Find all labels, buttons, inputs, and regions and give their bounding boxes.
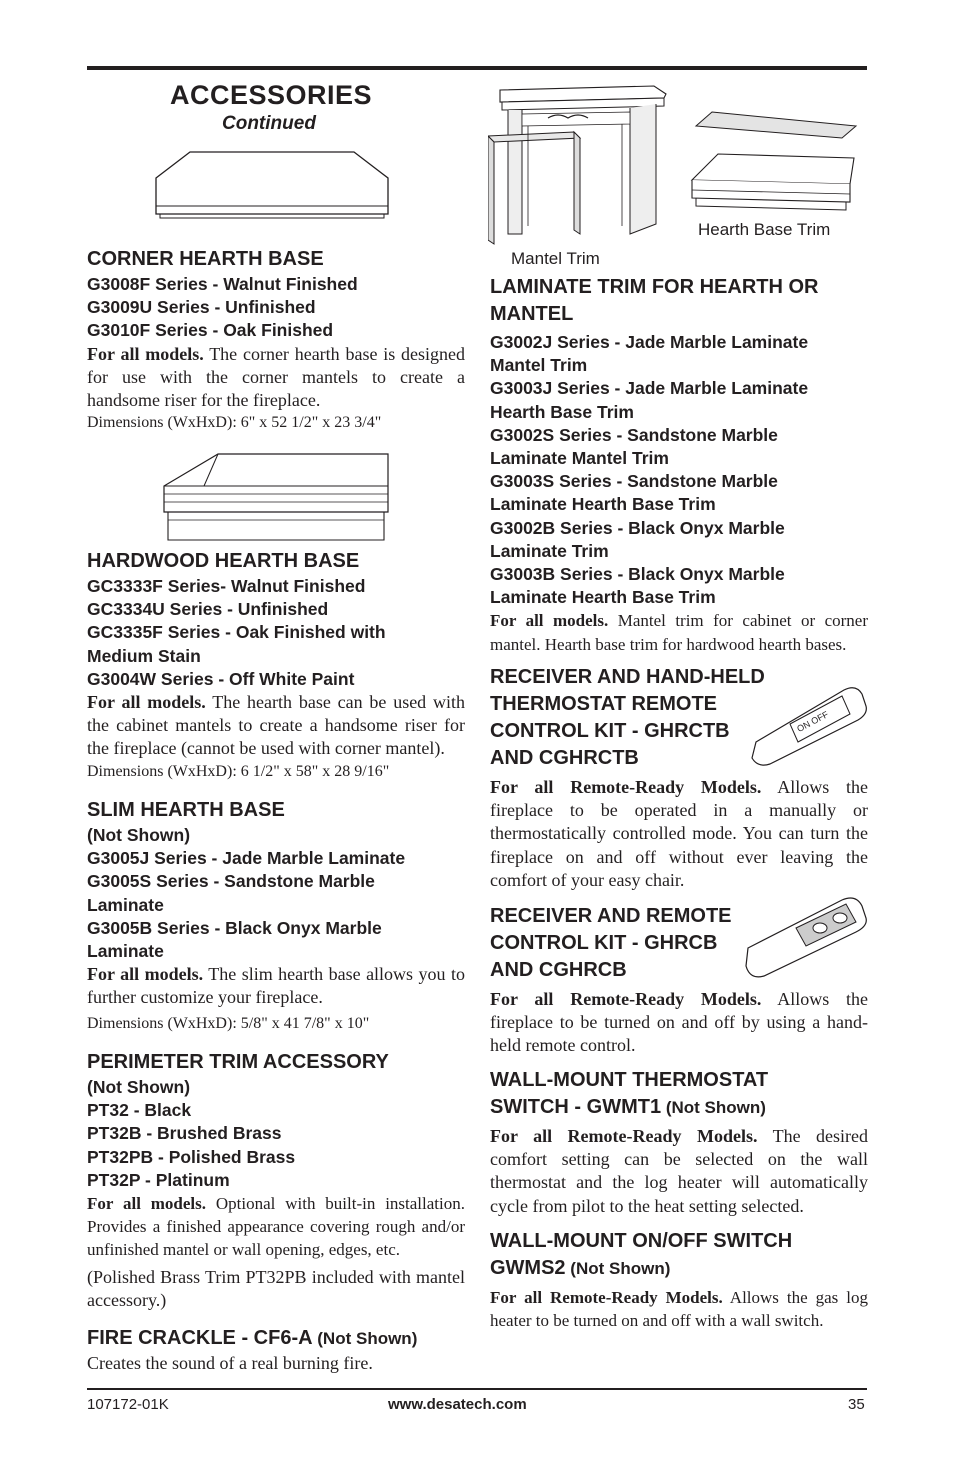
model-line: PT32PB - Polished Brass [87, 1146, 296, 1167]
model-line: G3002J Series - Jade Marble Laminate [490, 332, 809, 352]
remote-control-heading-line: CONTROL KIT - GHRCB [490, 932, 718, 954]
bottom-rule [87, 1388, 867, 1390]
remote-control-heading-line: RECEIVER AND REMOTE [490, 905, 732, 927]
model-line: Mantel Trim [490, 355, 588, 376]
corner-dimensions: Dimensions (WxHxD): 6" x 52 1/2" x 23 3/4" [87, 414, 382, 432]
wall-thermostat-description: For all Remote-Ready Models. The desired comfort setting can be selected on the wall thermostat and the log heater will automatically cycle from pilot to the heat setting selected. [490, 1126, 869, 1216]
hearth-base-trim-caption: Hearth Base Trim [698, 220, 831, 239]
svg-text:ON OFF: ON OFF [795, 709, 831, 734]
remote-control-description: For all Remote-Ready Models. Allows the fireplace to be turned on and off by using a hand-held remote control. [490, 989, 868, 1056]
laminate-trim-section [490, 274, 868, 656]
fire-crackle-section [87, 1325, 465, 1375]
wall-switch-heading: GWMS2 (Not Shown) [490, 1257, 671, 1279]
model-line: PT32B - Brushed Brass [87, 1123, 282, 1144]
footer-url: www.desatech.com [388, 1396, 527, 1413]
hardwood-hearth-base-section [87, 548, 465, 783]
wall-switch-section [490, 1228, 868, 1332]
remote-control-heading-line: AND CGHRCB [490, 959, 627, 981]
model-line: (Not Shown) [87, 1077, 191, 1097]
slim-hearth-base-heading: SLIM HEARTH BASE [87, 799, 285, 821]
page-subtitle: Continued [222, 113, 316, 134]
hearth-base-trim-illustration [688, 110, 863, 215]
laminate-description: For all models. Mantel trim for cabinet or corner mantel. Hearth base trim for hardwood hearth bases. [490, 611, 868, 654]
corner-description: For all models. The corner hearth base is designed for use with the corner mantels to create a handsome riser for the fireplace. [87, 343, 465, 411]
model-line: Laminate Trim [490, 540, 609, 561]
model-line: G3004W Series - Off White Paint [87, 668, 355, 689]
thermostat-remote-illustration [746, 684, 870, 768]
mantel-trim-illustration [488, 84, 668, 246]
perimeter-trim-section [87, 1049, 465, 1312]
remote-control-illustration [742, 894, 870, 980]
perimeter-note: (Polished Brass Trim PT32PB included with mantel accessory.) [87, 1266, 465, 1310]
model-line: Laminate [87, 941, 164, 962]
slim-hearth-base-section [87, 797, 465, 1035]
laminate-trim-heading: LAMINATE TRIM FOR HEARTH OR MANTEL [490, 276, 819, 325]
model-line: Hearth Base Trim [490, 401, 634, 422]
thermostat-remote-heading-line: RECEIVER AND HAND-HELD [490, 666, 765, 688]
thermostat-remote-heading-line: AND CGHRCTB [490, 747, 639, 769]
model-line: (Not Shown) [87, 825, 191, 845]
footer-part-number: 107172-01K [87, 1396, 169, 1413]
fire-crackle-heading: FIRE CRACKLE - CF6-A (Not Shown) [87, 1327, 418, 1349]
slim-dimensions: Dimensions (WxHxD): 5/8" x 41 7/8" x 10" [87, 1014, 370, 1032]
wall-thermostat-heading: WALL-MOUNT THERMOSTAT [490, 1069, 769, 1091]
model-line: GC3334U Series - Unfinished [87, 599, 329, 620]
corner-hearth-base-illustration [150, 150, 395, 222]
thermostat-remote-description: For all Remote-Ready Models. Allows the fireplace to be operated in a manually or thermostatically controlled mode. You can turn the fireplace on and off without ever leaving the comfort of your easy chair. [490, 777, 868, 890]
thermostat-remote-heading-line: THERMOSTAT REMOTE [490, 693, 718, 715]
model-line: G3002S Series - Sandstone Marble [490, 424, 778, 445]
wall-switch-heading: WALL-MOUNT ON/OFF SWITCH [490, 1230, 793, 1252]
perimeter-description: For all models. Optional with built-in installation. Provides a finished appearance covering rough and/or unfinished mantel or wall opening, edges, etc. [87, 1194, 465, 1260]
page-title: ACCESSORIES [170, 80, 373, 110]
slim-description: For all models. The slim hearth base allows you to further customize your fireplace. [87, 964, 465, 1008]
wall-switch-description: For all Remote-Ready Models. Allows the gas log heater to be turned on and off with a wall switch. [490, 1288, 868, 1331]
model-line: GC3335F Series - Oak Finished with [87, 622, 386, 643]
model-line: Laminate Hearth Base Trim [490, 494, 716, 515]
hardwood-dimensions: Dimensions (WxHxD): 6 1/2" x 58" x 28 9/16" [87, 762, 390, 780]
model-line: G3003B Series - Black Onyx Marble [490, 564, 785, 585]
mantel-trim-caption: Mantel Trim [511, 249, 600, 268]
model-line: G3005B Series - Black Onyx Marble [87, 917, 382, 938]
thermostat-remote-heading-line: CONTROL KIT - GHRCTB [490, 720, 730, 742]
corner-hearth-base-heading: CORNER HEARTH BASE [87, 248, 324, 270]
model-line: PT32P - Platinum [87, 1169, 230, 1190]
model-line: GC3333F Series- Walnut Finished [87, 576, 366, 596]
model-line: G3002B Series - Black Onyx Marble [490, 517, 785, 538]
wall-thermostat-heading: SWITCH - GWMT1 (Not Shown) [490, 1096, 766, 1118]
perimeter-trim-heading: PERIMETER TRIM ACCESSORY [87, 1051, 389, 1073]
hardwood-hearth-base-heading: HARDWOOD HEARTH BASE [87, 550, 360, 572]
model-line: G3010F Series - Oak Finished [87, 320, 334, 341]
model-line: G3005S Series - Sandstone Marble [87, 871, 375, 892]
corner-hearth-base-section [87, 246, 465, 434]
model-line: G3005J Series - Jade Marble Laminate [87, 848, 406, 869]
model-line: Medium Stain [87, 645, 201, 666]
model-line: G3008F Series - Walnut Finished [87, 274, 358, 294]
model-line: G3003S Series - Sandstone Marble [490, 471, 778, 492]
hardwood-description: For all models. The hearth base can be used with the cabinet mantels to create a handsome riser for the fireplace (cannot be used with corner mantel). [87, 692, 465, 759]
model-line: Laminate [87, 894, 164, 915]
wall-thermostat-section [490, 1067, 868, 1218]
model-line: Laminate Mantel Trim [490, 448, 669, 469]
model-line: G3003J Series - Jade Marble Laminate [490, 378, 809, 399]
footer-page-number: 35 [848, 1396, 865, 1413]
hardwood-hearth-base-illustration [160, 450, 392, 545]
top-rule [87, 66, 867, 70]
model-line: PT32 - Black [87, 1100, 192, 1121]
fire-crackle-description: Creates the sound of a real burning fire. [87, 1353, 373, 1373]
model-line: Laminate Hearth Base Trim [490, 587, 716, 608]
model-line: G3009U Series - Unfinished [87, 297, 316, 318]
